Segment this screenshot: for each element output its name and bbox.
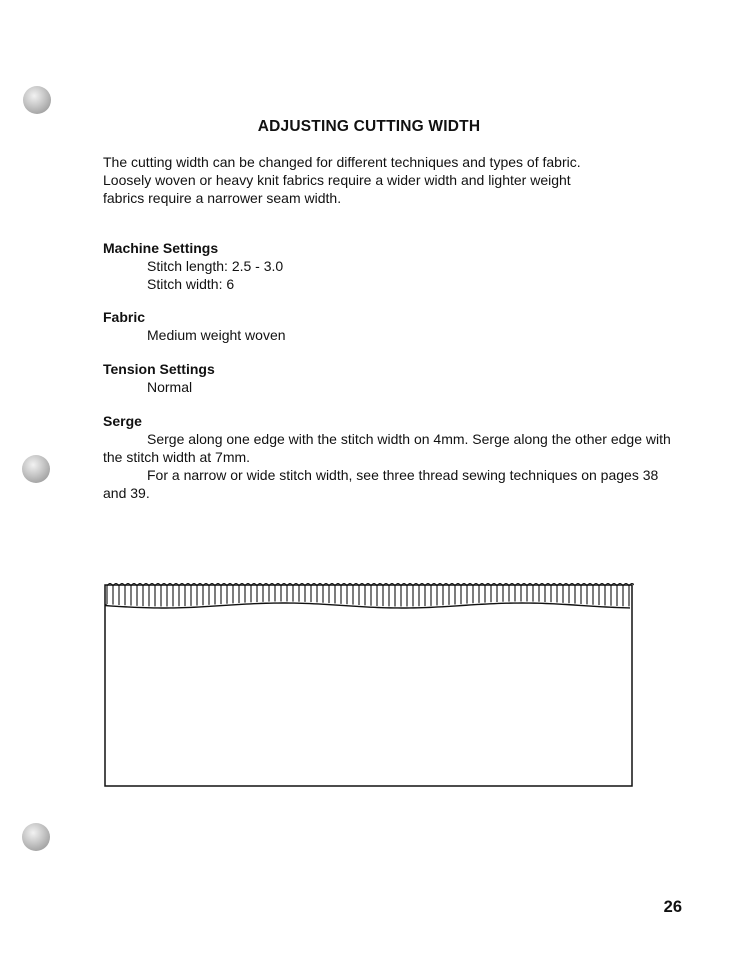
binder-hole-icon: [22, 823, 50, 851]
binder-hole-icon: [22, 455, 50, 483]
page-title: ADJUSTING CUTTING WIDTH: [257, 118, 481, 135]
stitch-width-text: Stitch width: 6: [147, 276, 235, 292]
intro-line: fabrics require a narrower seam width.: [103, 190, 342, 206]
fabric-text: Medium weight woven: [147, 327, 286, 343]
serge-paragraph-2: For a narrow or wide stitch width, see three thread sewing techniques on pages 38 and 39.: [103, 467, 659, 501]
machine-settings-heading: Machine Settings: [103, 240, 219, 256]
serge-paragraph-1: Serge along one edge with the stitch width on 4mm. Serge along the other edge with the stitch width at 7mm.: [103, 431, 671, 465]
tension-settings-heading: Tension Settings: [103, 361, 215, 377]
serged-edge-diagram: [104, 580, 634, 788]
tension-text: Normal: [147, 379, 193, 395]
fabric-heading: Fabric: [103, 309, 146, 325]
page-number: 26: [663, 898, 682, 916]
intro-line: The cutting width can be changed for different techniques and types of fabric.: [103, 154, 581, 170]
serge-heading: Serge: [103, 413, 142, 429]
intro-line: Loosely woven or heavy knit fabrics require a wider width and lighter weight: [103, 172, 571, 188]
binder-hole-icon: [23, 86, 51, 114]
stitch-length-text: Stitch length: 2.5 - 3.0: [147, 258, 284, 274]
fabric-swatch: [105, 585, 632, 786]
